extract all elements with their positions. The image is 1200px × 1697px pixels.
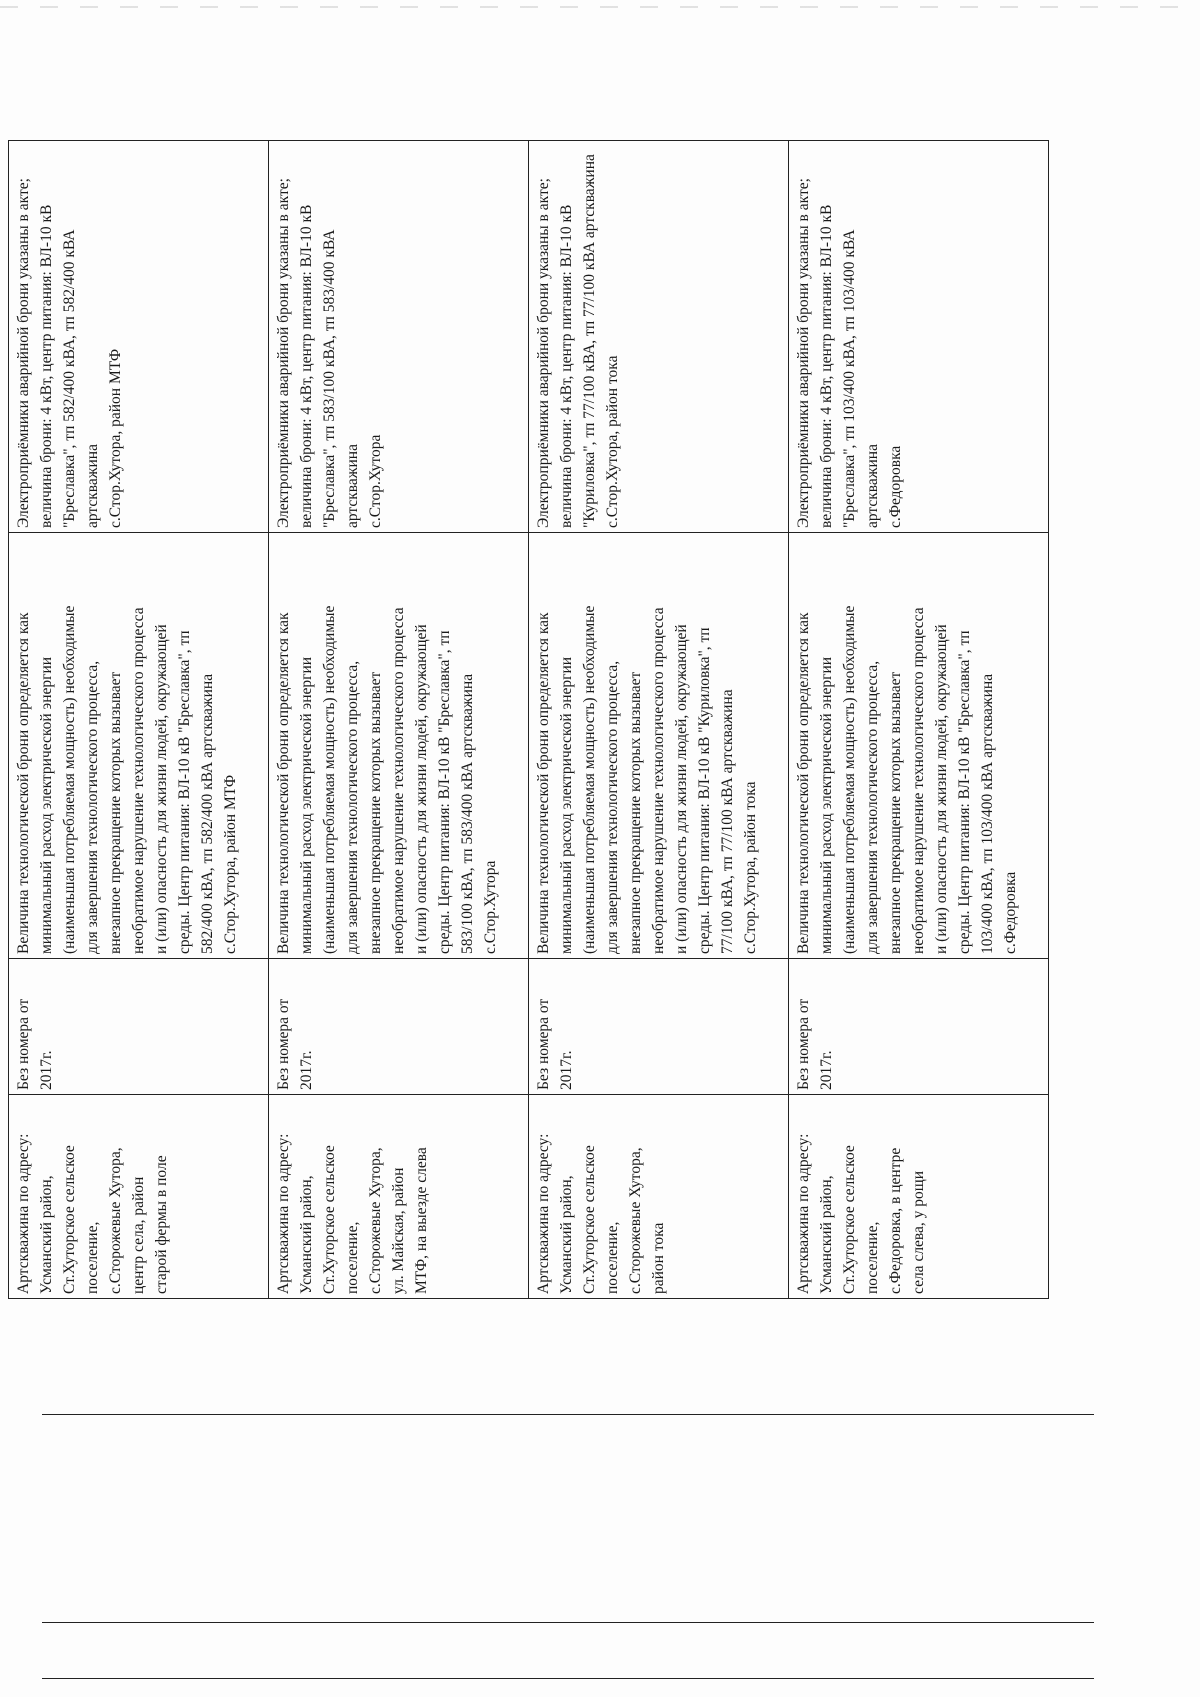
object-address-cell: Артскважина по адресу: Усманский район, Ст.Хуторское сельское поселение, с.Федоровка, в центре села слева, у рощи	[789, 1095, 1049, 1299]
divider-line	[42, 1414, 1094, 1415]
document-cell: Без номера от 2017г.	[269, 959, 529, 1095]
table-row	[269, 141, 529, 1299]
tech-reserve-cell: Величина технологической брони определяется как минимальный расход электрической энергии (наименьшая потребляемая мощность) необходимые для завершения технологического процесса, внезапное прекращение которых вызывает необратимое нарушение технологического процесса и (или) опасность для жизни людей, окружающей среды. Центр питания: ВЛ-10 кВ "Куриловка", тп 77/100 кВА, тп 77/100 кВА артскважина с.Стор.Хутора, район тока	[529, 533, 789, 959]
document-cell: Без номера от 2017г.	[529, 959, 789, 1095]
emergency-reserve-cell: Электроприёмники аварийной брони указаны в акте; величина брони: 4 кВт, центр питания: ВЛ-10 кВ "Бреславка", тп 583/100 кВА, тп 583/400 кВА артскважина с.Стор.Хутора	[269, 141, 529, 533]
tech-reserve-cell: Величина технологической брони определяется как минимальный расход электрической энергии (наименьшая потребляемая мощность) необходимые для завершения технологического процесса, внезапное прекращение которых вызывает необратимое нарушение технологического процесса и (или) опасность для жизни людей, окружающей среды. Центр питания: ВЛ-10 кВ "Бреславка", тп 582/400 кВА, тп 582/400 кВА артскважина с.Стор.Хутора, район МТФ	[9, 533, 269, 959]
divider-line	[42, 1622, 1094, 1623]
rotated-table-wrapper	[8, 141, 1048, 1299]
divider-line	[42, 1678, 1094, 1679]
table-row	[529, 141, 789, 1299]
emergency-reserve-cell: Электроприёмники аварийной брони указаны в акте; величина брони: 4 кВт, центр питания: ВЛ-10 кВ "Бреславка", тп 103/400 кВА, тп 103/400 кВА артскважина с.Федоровка	[789, 141, 1049, 533]
object-address-cell: Артскважина по адресу: Усманский район, Ст.Хуторское сельское поселение, с.Сторожевые Хутора, центр села, район старой фермы в поле	[9, 1095, 269, 1299]
emergency-reserve-cell: Электроприёмники аварийной брони указаны в акте; величина брони: 4 кВт, центр питания: ВЛ-10 кВ "Бреславка", тп 582/400 кВА, тп 582/400 кВА артскважина с.Стор.Хутора, район МТФ	[9, 141, 269, 533]
tech-reserve-cell: Величина технологической брони определяется как минимальный расход электрической энергии (наименьшая потребляемая мощность) необходимые для завершения технологического процесса, внезапное прекращение которых вызывает необратимое нарушение технологического процесса и (или) опасность для жизни людей, окружающей среды. Центр питания: ВЛ-10 кВ "Бреславка", тп 583/100 кВА, тп 583/400 кВА артскважина с.Стор.Хутора	[269, 533, 529, 959]
document-cell: Без номера от 2017г.	[9, 959, 269, 1095]
table-row	[789, 141, 1049, 1299]
object-address-cell: Артскважина по адресу: Усманский район, Ст.Хуторское сельское поселение, с.Сторожевые Хутора, район тока	[529, 1095, 789, 1299]
scan-artifact	[0, 6, 1200, 8]
emergency-reserve-cell: Электроприёмники аварийной брони указаны в акте; величина брони: 4 кВт, центр питания: ВЛ-10 кВ "Куриловка", тп 77/100 кВА, тп 77/100 кВА артскважина с.Стор.Хутора, район тока	[529, 141, 789, 533]
tech-reserve-cell: Величина технологической брони определяется как минимальный расход электрической энергии (наименьшая потребляемая мощность) необходимые для завершения технологического процесса, внезапное прекращение которых вызывает необратимое нарушение технологического процесса и (или) опасность для жизни людей, окружающей среды. Центр питания: ВЛ-10 кВ "Бреславка", тп 103/400 кВА, тп 103/400 кВА артскважина с.Федоровка	[789, 533, 1049, 959]
table-row	[9, 141, 269, 1299]
document-cell: Без номера от 2017г.	[789, 959, 1049, 1095]
object-address-cell: Артскважина по адресу: Усманский район, Ст.Хуторское сельское поселение, с.Сторожевые Хутора, ул. Майская, район МТФ, на выезде слева	[269, 1095, 529, 1299]
reserve-table	[8, 140, 1049, 1299]
